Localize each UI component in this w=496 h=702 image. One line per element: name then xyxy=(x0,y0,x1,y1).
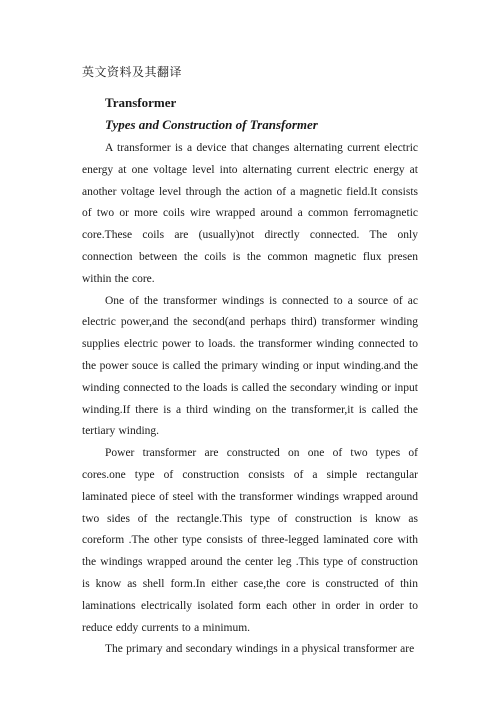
section-title: Types and Construction of Transformer xyxy=(105,117,318,132)
document-title: Transformer xyxy=(105,95,177,110)
document-body xyxy=(82,138,418,661)
header-note: 英文资料及其翻译 xyxy=(82,65,183,79)
paragraph-1: A transformer is a device that changes alternating current electric energy at one voltage level into alternating current electric energy at another voltage level through the action of a magnetic field.It consists of two or more coils wire wrapped around a common ferromagnetic core.These coils are (usually)not directly connected. The only connection between the coils is the common magnetic flux presen within the core. xyxy=(82,142,418,285)
paragraph-2: One of the transformer windings is connected to a source of ac electric power,and the second(and perhaps third) transformer winding supplies electric power to loads. the transformer winding connected to the power souce is called the primary winding or input winding.and the winding connected to the loads is called the secondary winding or input winding.If there is a third winding on the transformer,it is called the tertiary winding. xyxy=(82,294,418,438)
paragraph-4: The primary and secondary windings in a physical transformer are xyxy=(105,643,415,656)
paragraph-3: Power transformer are constructed on one of two types of cores.one type of construction consists of a simple rectangular laminated piece of steel with the transformer windings wrapped around two sides of the rectangle.This type of construction is know as coreform .The other type consists of three-legged laminated core with the windings wrapped around the center leg .This type of construction is know as shell form.In either case,the core is constructed of thin laminations electrically isolated form each other in order in order to reduce eddy currents to a minimum. xyxy=(82,447,418,634)
